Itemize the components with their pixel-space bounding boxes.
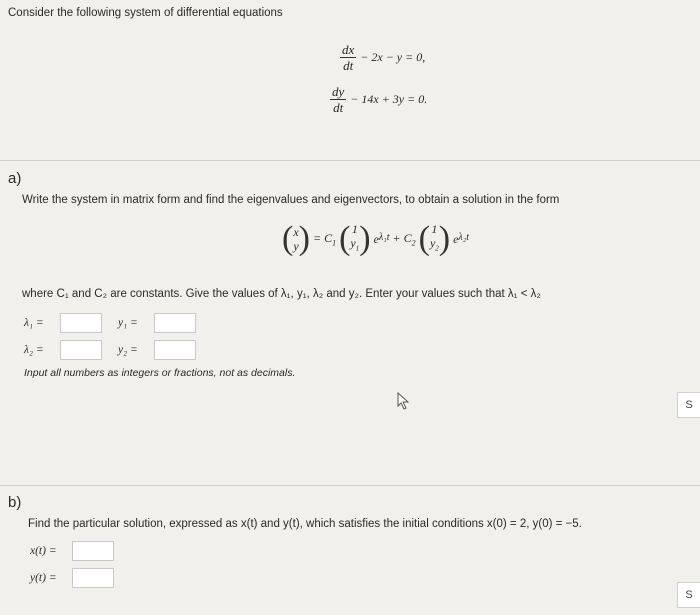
plus-c: + C [392,230,412,245]
section-divider [0,485,700,486]
y1-row [118,313,196,333]
dydt-fraction [330,84,346,115]
fraction-denominator: dt [333,100,344,115]
fraction-numerator: dy [332,84,345,99]
solution-form-formula [282,222,469,256]
vector-entry: y [429,236,436,251]
vector-entry: y [293,239,299,253]
eigenvector-1: ( 1 $y_1$ ) [339,220,371,257]
equation-2 [330,84,427,115]
y2-label: y₂ = [118,344,138,356]
part-a-label: a) [8,170,22,187]
vector-entry: x [293,225,299,239]
subscript: 1 [355,244,360,253]
lambda2-input[interactable] [60,340,102,360]
yt-input[interactable] [72,568,114,588]
yt-row [30,568,114,588]
part-b-instruction: Find the particular solution, expressed as x(t) and y(t), which satisfies the initial conditions x(0) = 2, y(0) = −5. [28,518,582,530]
part-a-instruction: Write the system in matrix form and find the eigenvalues and eigenvectors, to obtain a solution in the form [22,194,560,206]
side-button-top[interactable]: S [677,392,700,418]
exponent: λ₂t [458,231,470,243]
equals-c: = C [312,230,333,245]
equation-1 [340,42,425,73]
exponent: λ₁t [378,231,390,243]
xt-row [30,541,114,561]
exponential: e [453,231,459,246]
intro-text: Consider the following system of differential equations [8,7,283,19]
part-b-label: b) [8,494,22,511]
mouse-cursor-icon [396,392,412,413]
fraction-numerator: dx [342,42,355,57]
section-divider [0,160,700,161]
y1-label: y₁ = [118,317,138,329]
y2-row [118,340,196,360]
y2-input[interactable] [154,340,196,360]
input-note: Input all numbers as integers or fractions, not as decimals. [24,367,296,379]
subscript: 1 [332,238,337,248]
lambda1-input[interactable] [60,313,102,333]
subscript: 2 [435,244,439,253]
lambda1-label: λ₁ = [24,317,44,329]
vector-entry: 1 [431,222,438,237]
lambda1-row [24,313,102,333]
xt-label: x(t) = [30,545,57,557]
where-text: where C₁ and C₂ are constants. Give the values of λ₁, y₁, λ₂ and y₂. Enter your values such that λ₁ < λ₂ [22,288,541,300]
exponential: e [373,231,379,246]
lhs-vector: ( x y ) [282,220,310,257]
lambda2-label: λ₂ = [24,344,44,356]
y1-input[interactable] [154,313,196,333]
equation-1-rest: − 2x − y = 0, [360,50,426,64]
side-button-bottom[interactable]: S [677,582,700,608]
subscript: 2 [411,238,416,248]
eigenvector-2: ( 1 $y_2$ ) [418,220,451,257]
lambda2-row [24,340,102,360]
vector-entry: y [350,236,356,251]
xt-input[interactable] [72,541,114,561]
vector-entry: 1 [351,222,358,237]
fraction-denominator: dt [343,58,354,73]
dxdt-fraction [340,42,356,73]
equation-2-rest: − 14x + 3y = 0. [350,92,428,106]
yt-label: y(t) = [30,572,57,584]
